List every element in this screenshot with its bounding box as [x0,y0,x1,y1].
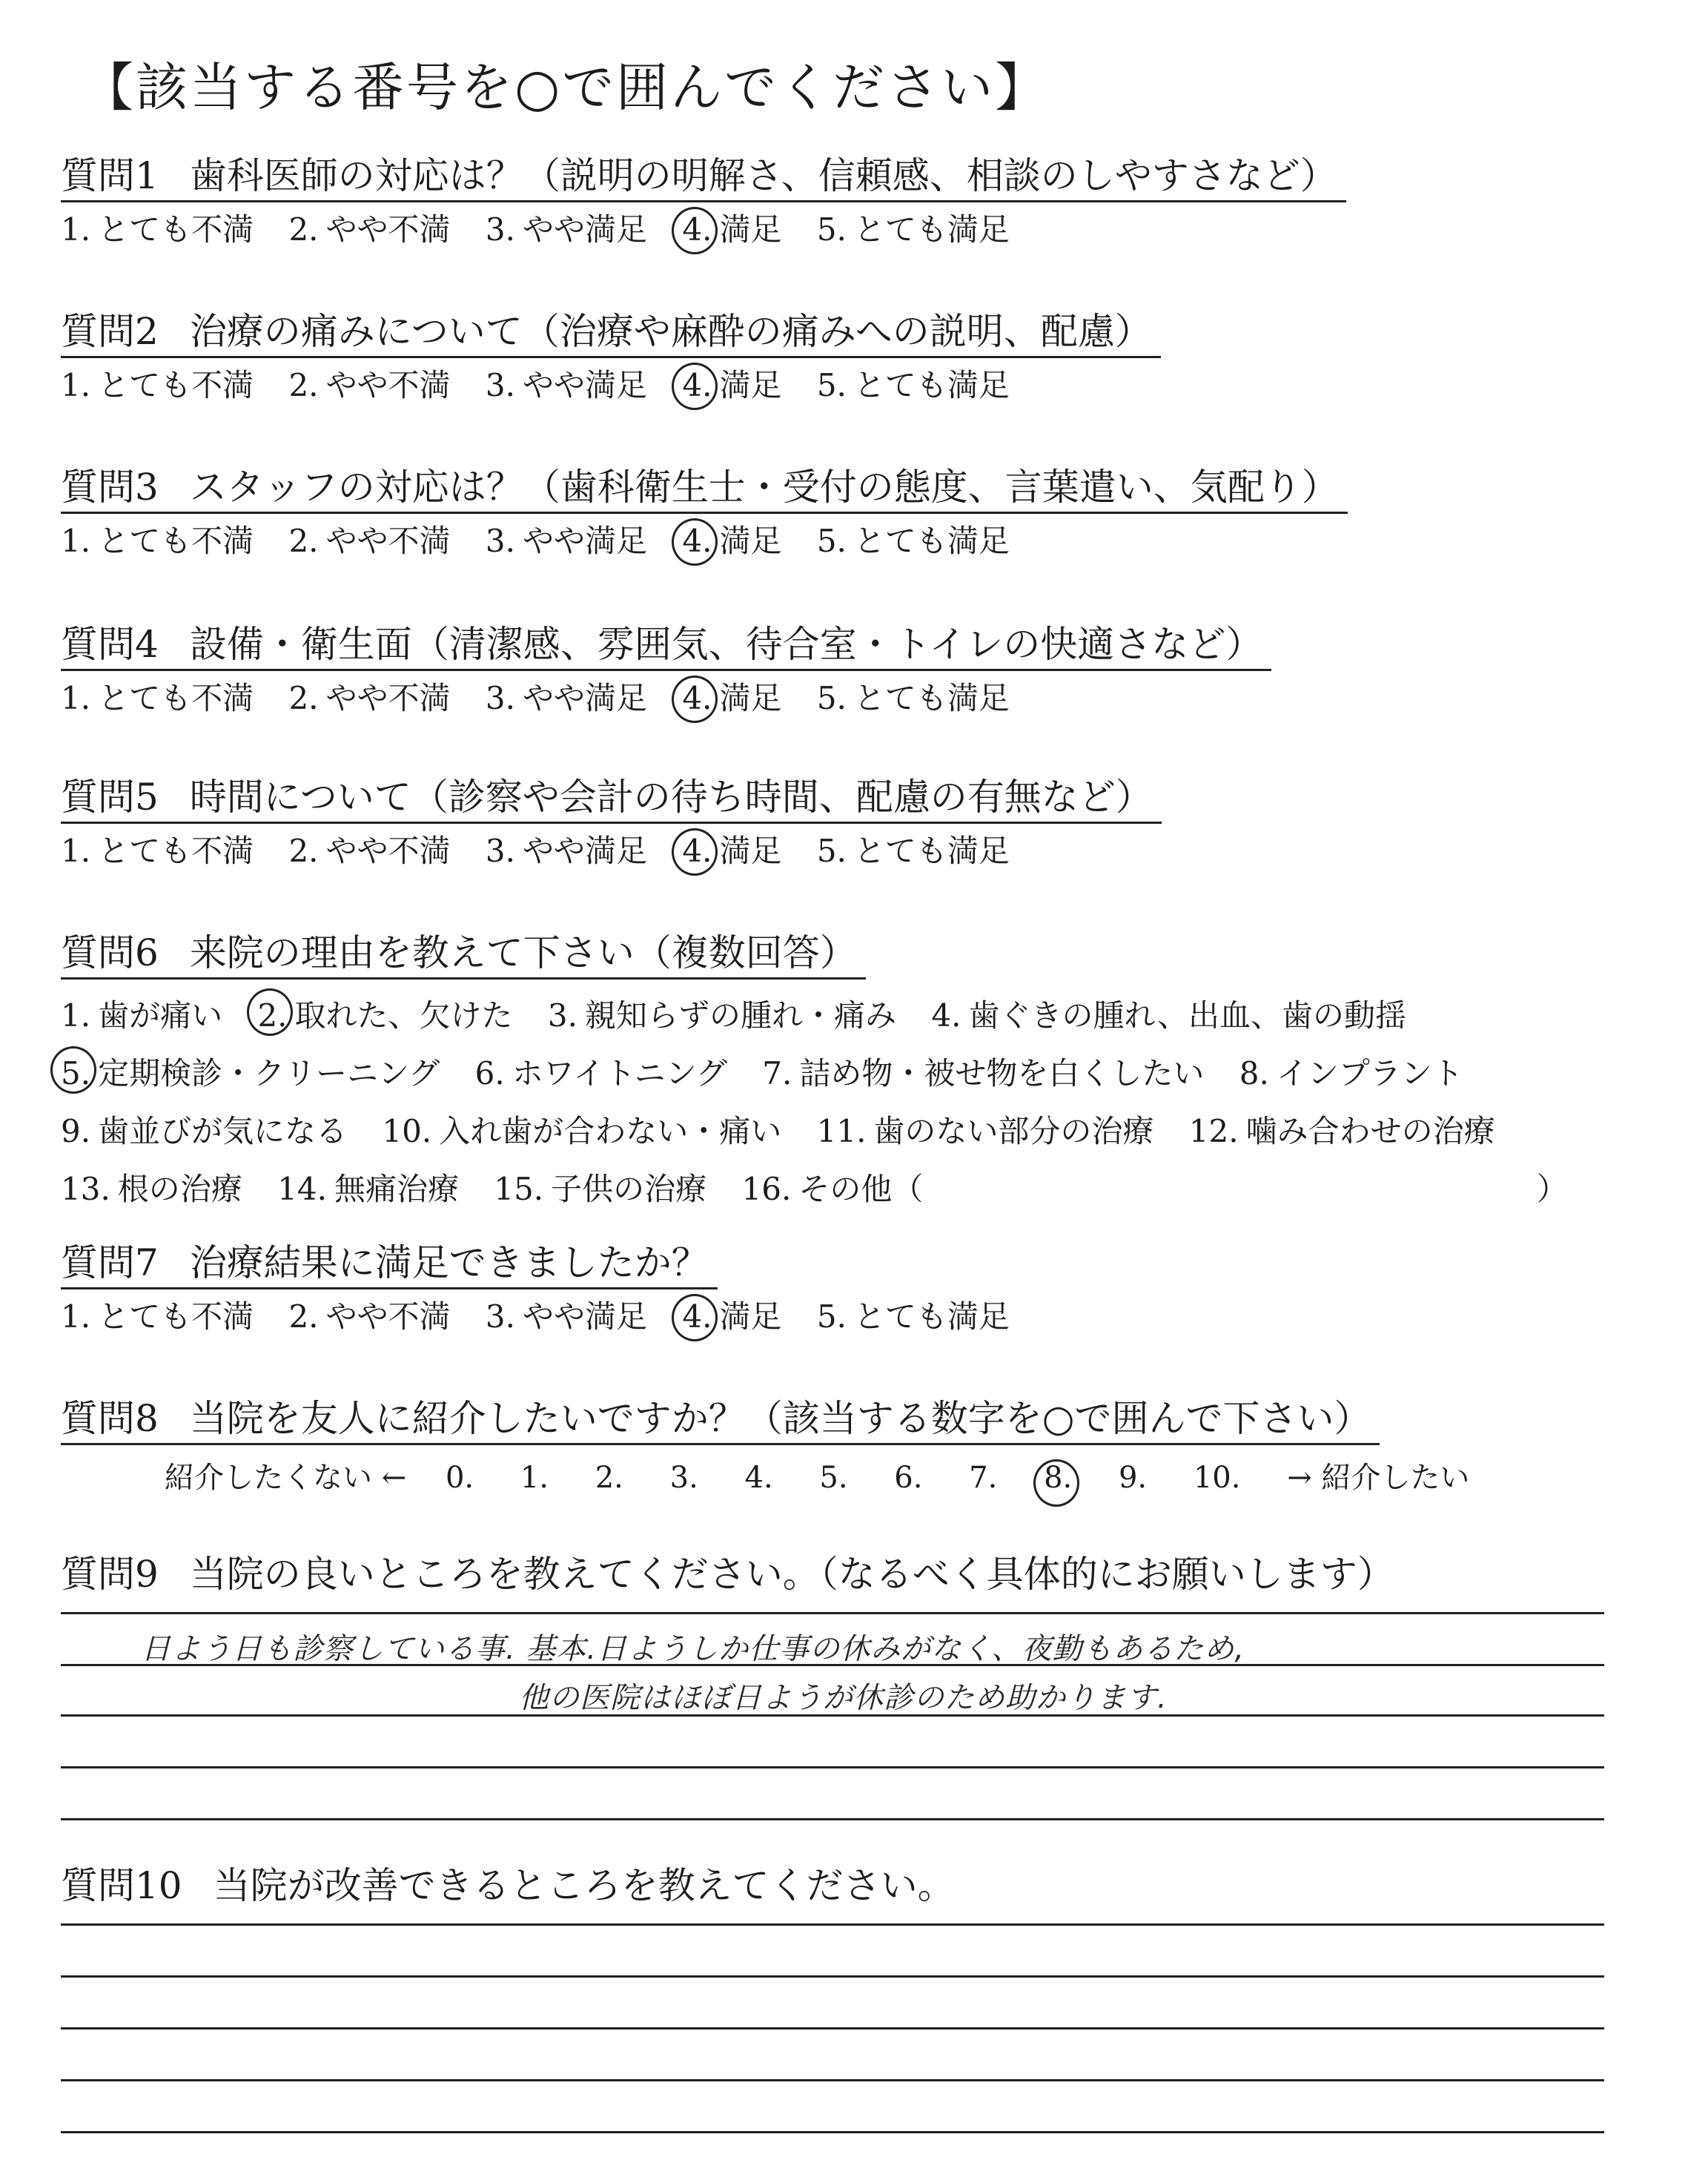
question-2-options [61,364,1161,407]
question-2-label: 質問2 [61,310,159,353]
q9-answer-line-4 [61,1766,1604,1768]
q8-score-8-circled[interactable]: 8. [1044,1461,1073,1495]
q6-option-4[interactable]: 4. 歯ぐきの腫れ、出血、歯の動揺 [931,997,1406,1034]
question-5-options [61,830,1162,873]
q8-score-2[interactable]: 2. [595,1461,623,1495]
q6-option-7[interactable]: 7. 詰め物・被せ物を白くしたい [762,1055,1205,1091]
q4-option-3[interactable]: 3. やや満足 [485,680,647,716]
q1-option-3[interactable]: 3. やや満足 [485,211,647,248]
question-6-text: 来院の理由を教えて下さい（複数回答） [189,931,857,974]
question-10-text: 当院が改善できるところを教えてください。 [213,1864,955,1907]
q4-option-4-circled[interactable]: 4. 満足 [682,677,781,720]
q6-option-5-circled[interactable]: 5. 定期検診・クリーニング [61,1048,440,1100]
q3-option-3[interactable]: 3. やや満足 [485,523,647,559]
q6-option-16[interactable]: 16. その他（ [741,1171,924,1207]
q3-option-5[interactable]: 5. とても満足 [816,523,1010,559]
q2-option-1[interactable]: 1. とても不満 [61,367,254,403]
question-2-text: 治療の痛みについて（治療や麻酔の痛みへの説明、配慮） [189,310,1152,353]
q1-option-5[interactable]: 5. とても満足 [816,211,1010,248]
q2-option-3[interactable]: 3. やや満足 [485,367,647,403]
q9-handwritten-answer-line-1: 日よう日も診察している事. 基本.日ようしか仕事の休みがなく、夜勤もあるため, [141,1632,1245,1666]
q10-answer-line-2 [61,1975,1604,1978]
question-5 [61,773,1162,873]
question-3-text: スタッフの対応は？（歯科衛生士・受付の態度、言葉遣い、気配り） [189,466,1339,509]
q7-option-2[interactable]: 2. やや不満 [288,1298,451,1335]
q9-answer-line-2 [61,1664,1604,1666]
q9-answer-line-1 [61,1612,1604,1614]
question-7-title [61,1238,718,1289]
question-5-title [61,773,1162,824]
q8-score-1[interactable]: 1. [520,1461,549,1495]
q6-other-close-paren: ） [1536,1171,1568,1207]
question-8-title [61,1394,1380,1445]
question-6-row-4 [61,1163,1568,1215]
q8-right-label: → 紹介したい [1287,1461,1470,1495]
q6-option-3[interactable]: 3. 親知らずの腫れ・痛み [547,997,896,1034]
question-6-label: 質問6 [61,931,159,974]
q7-option-1[interactable]: 1. とても不満 [61,1298,254,1335]
q5-option-3[interactable]: 3. やや満足 [485,833,647,869]
q1-option-1[interactable]: 1. とても不満 [61,211,254,248]
question-9 [61,1550,1394,1599]
q5-option-1[interactable]: 1. とても不満 [61,833,254,869]
question-7-label: 質問7 [61,1241,159,1284]
q6-option-11[interactable]: 11. 歯のない部分の治療 [816,1113,1154,1149]
q4-option-5[interactable]: 5. とても満足 [816,680,1010,716]
q10-answer-line-1 [61,1923,1604,1926]
q8-score-0[interactable]: 0. [445,1461,474,1495]
q6-option-6[interactable]: 6. ホワイトニング [474,1055,727,1091]
q10-answer-line-4 [61,2079,1604,2081]
q9-answer-line-3 [61,1714,1604,1717]
q8-score-4[interactable]: 4. [744,1461,773,1495]
question-1-text: 歯科医師の対応は？（説明の明解さ、信頼感、相談のしやすさなど） [189,154,1337,197]
q4-option-2[interactable]: 2. やや不満 [288,680,451,716]
question-2-title [61,307,1161,358]
question-6-title [61,928,866,980]
question-9-text: 当院の良いところを教えてください。（なるべく具体的にお願いします） [189,1553,1394,1596]
q2-option-4-circled[interactable]: 4. 満足 [682,364,781,407]
q10-answer-line-3 [61,2027,1604,2029]
question-8-scale [165,1454,1499,1496]
question-3-label: 質問3 [61,466,159,509]
q9-handwritten-answer-line-2: 他の医院はほぼ日ようが休診のため助かります. [519,1681,1168,1715]
q6-option-1[interactable]: 1. 歯が痛い [61,997,223,1034]
page-title: 【該当する番号を○で囲んでください】 [82,57,1050,118]
question-3-title [61,463,1348,514]
question-4-text: 設備・衛生面（清潔感、雰囲気、待合室・トイレの快適さなど） [189,623,1263,666]
q6-option-9[interactable]: 9. 歯並びが気になる [61,1113,348,1149]
q6-option-8[interactable]: 8. インプラント [1239,1055,1463,1091]
q8-score-10[interactable]: 10. [1193,1461,1241,1495]
question-4-title [61,620,1271,671]
question-10 [61,1861,955,1910]
question-1-options [61,208,1346,251]
q6-option-2-circled[interactable]: 2. 取れた、欠けた [257,990,512,1042]
q2-option-2[interactable]: 2. やや不満 [288,367,451,403]
q5-option-5[interactable]: 5. とても満足 [816,833,1010,869]
question-8 [61,1394,1499,1496]
q6-option-13[interactable]: 13. 根の治療 [61,1171,242,1207]
q3-option-2[interactable]: 2. やや不満 [288,523,451,559]
question-5-label: 質問5 [61,776,159,819]
q10-answer-line-5 [61,2131,1604,2133]
question-6-row-3 [61,1106,1568,1157]
question-1 [61,151,1346,251]
question-9-title [61,1550,1394,1599]
q8-score-6[interactable]: 6. [894,1461,923,1495]
q2-option-5[interactable]: 5. とても満足 [816,367,1010,403]
question-6-row-2 [61,1048,1568,1100]
question-1-label: 質問1 [61,154,159,197]
question-10-label: 質問10 [61,1864,182,1907]
question-4 [61,620,1271,720]
question-5-text: 時間について（診察や会計の待ち時間、配慮の有無など） [189,776,1153,819]
question-4-options [61,677,1271,720]
q3-option-1[interactable]: 1. とても不満 [61,523,254,559]
question-6 [61,928,1568,1215]
question-4-label: 質問4 [61,623,159,666]
q7-option-5[interactable]: 5. とても満足 [816,1298,1010,1335]
question-6-row-1 [61,990,1568,1042]
q9-answer-line-5 [61,1818,1604,1820]
question-7-options [61,1295,1035,1338]
question-3-options [61,520,1348,563]
question-8-label: 質問8 [61,1397,159,1440]
q4-option-1[interactable]: 1. とても不満 [61,680,254,716]
question-10-title [61,1861,955,1910]
q6-option-12[interactable]: 12. 噛み合わせの治療 [1188,1113,1495,1149]
question-7-text: 治療結果に満足できましたか？ [189,1241,709,1284]
question-2 [61,307,1161,407]
q8-score-9[interactable]: 9. [1118,1461,1148,1495]
question-7 [61,1238,1035,1338]
q8-left-label: 紹介したくない ← [165,1461,407,1495]
q5-option-4-circled[interactable]: 4. 満足 [682,830,781,873]
q8-score-3[interactable]: 3. [669,1461,698,1495]
q1-option-4-circled[interactable]: 4. 満足 [682,208,781,251]
question-3 [61,463,1348,563]
q8-score-5[interactable]: 5. [819,1461,848,1495]
q7-option-3[interactable]: 3. やや満足 [485,1298,647,1335]
q6-option-14[interactable]: 14. 無痛治療 [277,1171,459,1207]
question-1-title [61,151,1346,202]
question-8-text: 当院を友人に紹介したいですか？（該当する数字を○で囲んで下さい） [189,1397,1371,1440]
q8-score-7[interactable]: 7. [969,1461,998,1495]
q3-option-4-circled[interactable]: 4. 満足 [682,520,781,563]
q6-option-10[interactable]: 10. 入れ歯が合わない・痛い [382,1113,782,1149]
q7-option-4-circled[interactable]: 4. 満足 [682,1295,781,1338]
q1-option-2[interactable]: 2. やや不満 [288,211,451,248]
q5-option-2[interactable]: 2. やや不満 [288,833,451,869]
q6-option-15[interactable]: 15. 子供の治療 [494,1171,707,1207]
question-9-label: 質問9 [61,1553,159,1596]
